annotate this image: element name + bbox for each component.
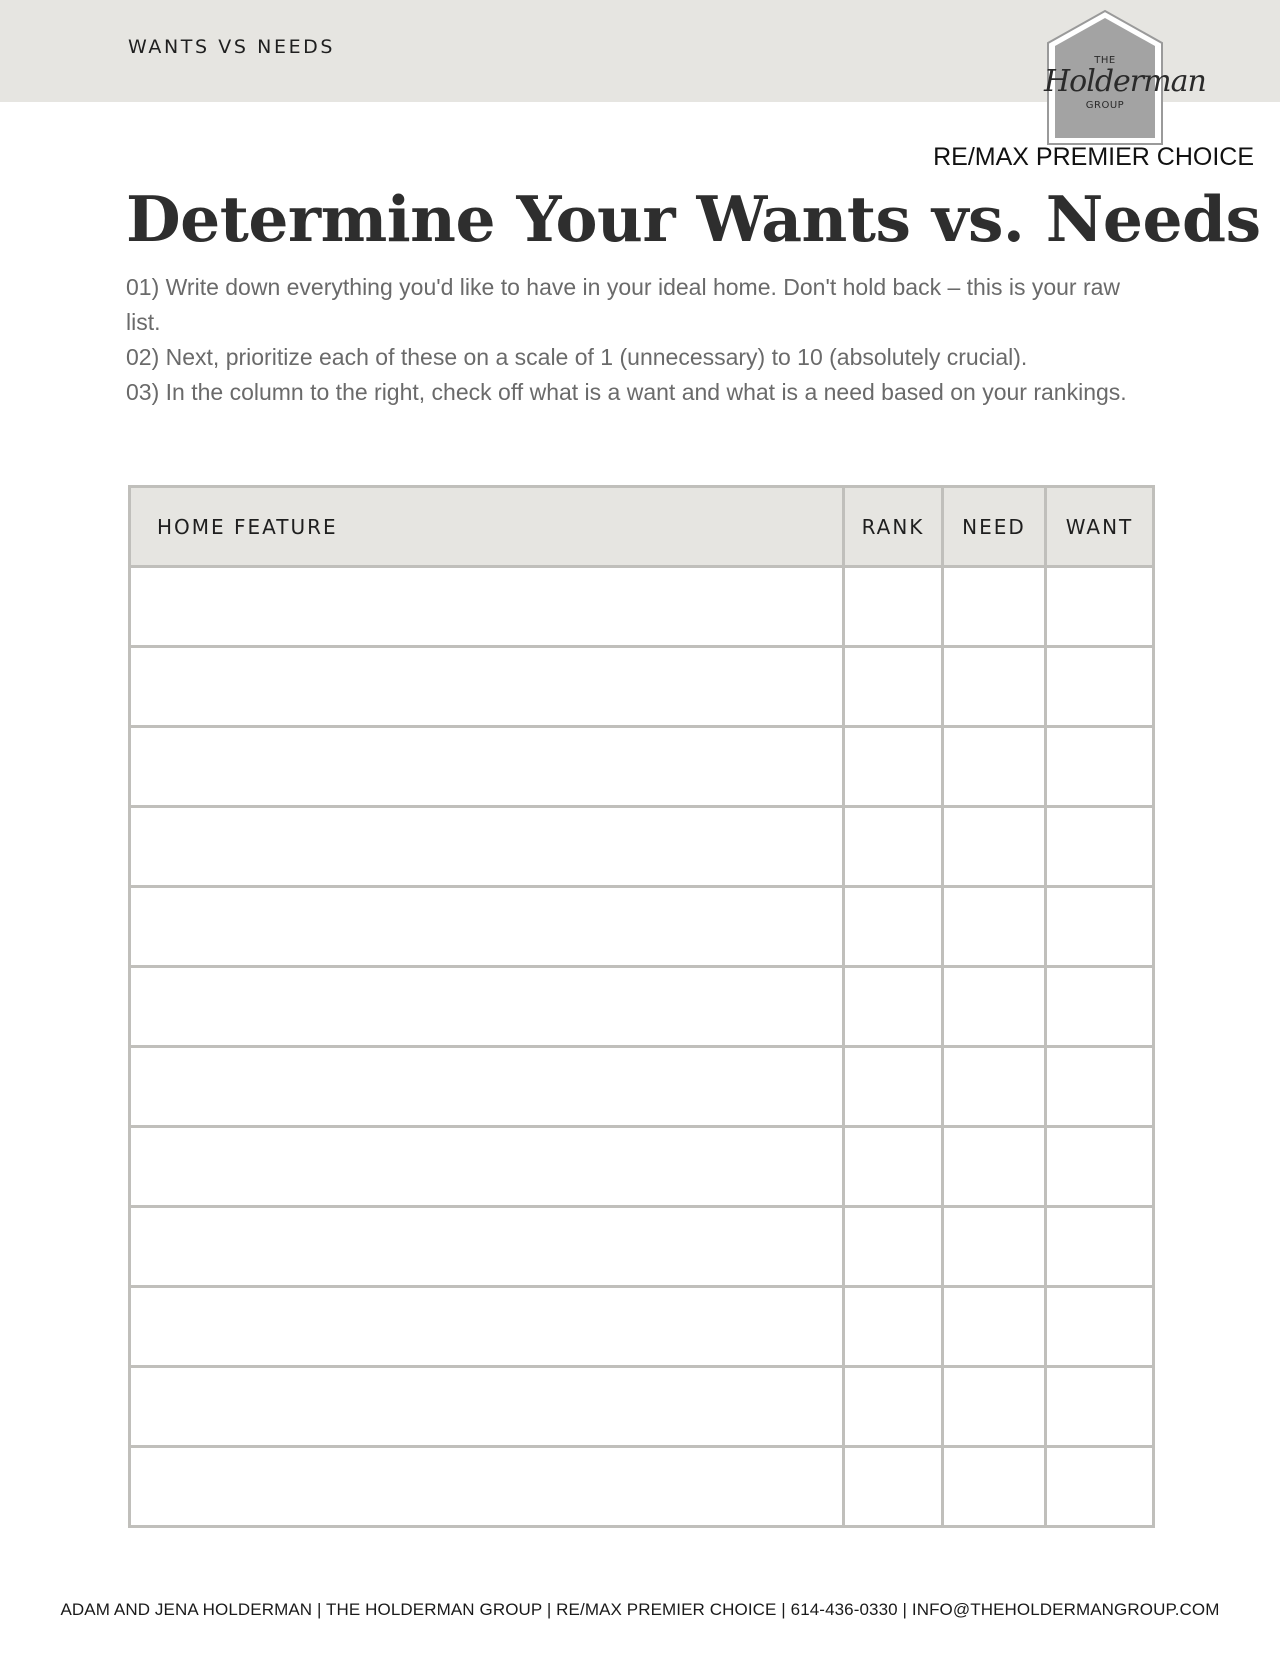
need-cell[interactable] [943,1047,1046,1127]
column-header-want: WANT [1046,487,1154,567]
want-cell[interactable] [1046,1287,1154,1367]
need-cell[interactable] [943,1127,1046,1207]
want-cell[interactable] [1046,1367,1154,1447]
instruction-step-3: 03) In the column to the right, check off what is a want and what is a need based on your rankings. [126,379,1127,405]
need-cell[interactable] [943,1367,1046,1447]
feature-cell[interactable] [130,1207,844,1287]
column-header-rank: RANK [844,487,943,567]
table-row [130,807,1154,887]
feature-cell[interactable] [130,1447,844,1527]
feature-cell[interactable] [130,647,844,727]
footer-contact: ADAM AND JENA HOLDERMAN | THE HOLDERMAN GROUP | RE/MAX PREMIER CHOICE | 614-436-0330 | INFO@THEHOLDERMANGROUP.COM [60,1600,1220,1619]
rank-cell[interactable] [844,1367,943,1447]
rank-cell[interactable] [844,567,943,647]
want-cell[interactable] [1046,807,1154,887]
feature-cell[interactable] [130,807,844,887]
column-header-home-feature: HOME FEATURE [130,487,844,567]
feature-cell[interactable] [130,567,844,647]
need-cell[interactable] [943,1447,1046,1527]
table-row [130,1287,1154,1367]
feature-cell[interactable] [130,1047,844,1127]
need-cell[interactable] [943,1207,1046,1287]
rank-cell[interactable] [844,807,943,887]
table-row [130,967,1154,1047]
feature-cell[interactable] [130,727,844,807]
want-cell[interactable] [1046,1447,1154,1527]
table-row [130,567,1154,647]
rank-cell[interactable] [844,1447,943,1527]
need-cell[interactable] [943,887,1046,967]
want-cell[interactable] [1046,647,1154,727]
need-cell[interactable] [943,807,1046,887]
table-row [130,1447,1154,1527]
table-row [130,1207,1154,1287]
want-cell[interactable] [1046,967,1154,1047]
table-row [130,1127,1154,1207]
table-row [130,647,1154,727]
need-cell[interactable] [943,967,1046,1047]
rank-cell[interactable] [844,887,943,967]
holderman-group-logo [1044,8,1206,146]
rank-cell[interactable] [844,967,943,1047]
table-row [130,727,1154,807]
want-cell[interactable] [1046,727,1154,807]
section-label: WANTS VS NEEDS [128,36,336,58]
logo-name-text: Holderman [1044,64,1206,99]
table-body [130,567,1154,1527]
wants-needs-table [128,485,1155,1528]
want-cell[interactable] [1046,1047,1154,1127]
rank-cell[interactable] [844,1287,943,1367]
logo-group-text: GROUP [1085,100,1125,111]
table-row [130,1367,1154,1447]
feature-cell[interactable] [130,1367,844,1447]
table-header-row [130,487,1154,567]
brokerage-name: RE/MAX PREMIER CHOICE [933,143,1254,171]
need-cell[interactable] [943,647,1046,727]
need-cell[interactable] [943,1287,1046,1367]
rank-cell[interactable] [844,1207,943,1287]
table-row [130,887,1154,967]
need-cell[interactable] [943,567,1046,647]
rank-cell[interactable] [844,1047,943,1127]
feature-cell[interactable] [130,887,844,967]
rank-cell[interactable] [844,1127,943,1207]
instruction-step-1: 01) Write down everything you'd like to have in your ideal home. Don't hold back – this is your raw list. [126,274,1121,335]
want-cell[interactable] [1046,1127,1154,1207]
want-cell[interactable] [1046,1207,1154,1287]
need-cell[interactable] [943,727,1046,807]
page-title: Determine Your Wants vs. Needs [126,182,1261,256]
logo-the-text: THE [1094,55,1116,66]
want-cell[interactable] [1046,567,1154,647]
rank-cell[interactable] [844,727,943,807]
want-cell[interactable] [1046,887,1154,967]
rank-cell[interactable] [844,647,943,727]
instruction-step-2: 02) Next, prioritize each of these on a scale of 1 (unnecessary) to 10 (absolutely crucial). [126,344,1028,370]
table-row [130,1047,1154,1127]
feature-cell[interactable] [130,1127,844,1207]
feature-cell[interactable] [130,1287,844,1367]
instructions [126,270,1136,410]
feature-cell[interactable] [130,967,844,1047]
column-header-need: NEED [943,487,1046,567]
